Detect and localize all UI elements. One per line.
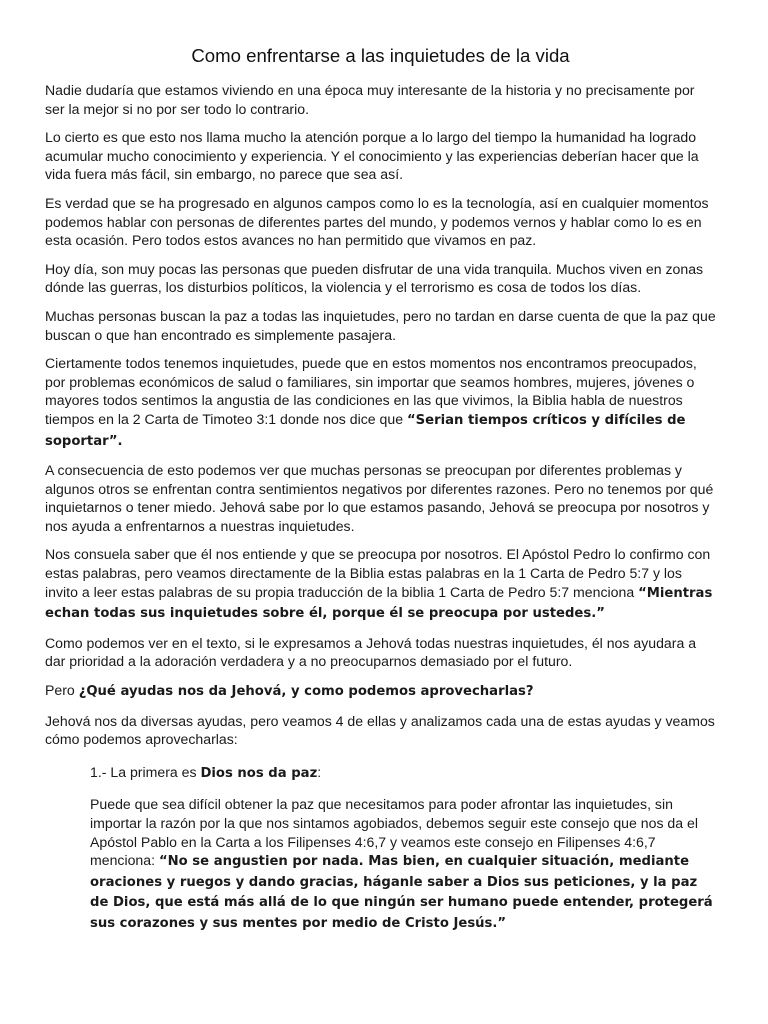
list-item-1: [90, 763, 716, 784]
paragraph-6: [45, 354, 716, 451]
paragraph-4: Hoy día, son muy pocas las personas que pueden disfrutar de una vida tranquila. Muchos viven en zonas dónde las guerras, los disturbios políticos, la violencia y el terrorismo es cosa de todos los días.: [45, 260, 704, 296]
paragraph-10: [45, 681, 716, 702]
paragraph-7: A consecuencia de esto podemos ver que muchas personas se preocupan por diferentes problemas y algunos otros se enfrentan contra sentimientos negativos por diferentes razones. Pero no tenemos por qué inquietarnos o tener miedo. Jehová sabe por lo que estamos pasando, Jehová se preocupa por nosotros y nos ayuda a enfrentarnos a nuestras inquietudes.: [45, 462, 714, 534]
list-item-1-prefix: 1.- La primera es: [90, 763, 201, 780]
bible-quote-filipenses: “No se angustien por nada. Mas bien, en cualquier situación, mediante oraciones y ruegos y dando gracias, háganle saber a Dios sus peticiones, y la paz de Dios, que está más allá de lo que ningún ser humano puede entender, protegerá sus corazones y sus mentes por medio de Cristo Jesús.”: [90, 854, 713, 931]
question-heading: ¿Qué ayudas nos da Jehová, y como podemos aprovecharlas?: [78, 684, 534, 700]
paragraph-3: Es verdad que se ha progresado en algunos campos como lo es la tecnología, así en cualquier momentos podemos hablar con personas de diferentes partes del mundo, y podemos vernos y hablar como lo es en esta ocasión. Pero todos estos avances no han permitido que vivamos en paz.: [45, 194, 709, 249]
bible-quote-timoteo: “Serian tiempos críticos y difíciles de soportar”.: [45, 412, 686, 449]
paragraph-12-text: Puede que sea difícil obtener la paz que necesitamos para poder afrontar las inquietudes, sin importar la razón por la que nos sintamos agobiados, debemos seguir este consejo que nos da el Apóstol Pablo en la Carta a los Filipenses 4:6,7 y veamos este consejo en Filipenses 4:6,7 menciona:: [90, 796, 698, 869]
list-item-1-title: Dios nos da paz: [200, 765, 318, 781]
paragraph-11: Jehová nos da diversas ayudas, pero veamos 4 de ellas y analizamos cada una de estas ayudas y veamos cómo podemos aprovecharlas:: [45, 712, 715, 748]
paragraph-12: [90, 795, 716, 933]
document-title: Como enfrentarse a las inquietudes de la vida: [191, 45, 570, 66]
paragraph-2: Lo cierto es que esto nos llama mucho la atención porque a lo largo del tiempo la humanidad ha logrado acumular mucho conocimiento y experiencia. Y el conocimiento y las experiencias deberían hacer que la vida fuera más fácil, sin embargo, no parece que sea así.: [45, 129, 699, 183]
paragraph-6-text: Ciertamente todos tenemos inquietudes, puede que en estos momentos nos encontramos preocupados, por problemas económicos de salud o familiares, sin importar que seamos hombres, mujeres, jóvenes o mayores todos sentimos la angustia de las condiciones en las que vivimos, la Biblia habla de nuestros tiempos en la 2 Carta de Timoteo 3:1 donde nos dice que: [45, 355, 697, 427]
paragraph-1: Nadie dudaría que estamos viviendo en una época muy interesante de la historia y no precisamente por ser la mejor si no por ser todo lo contrario.: [45, 82, 695, 117]
bible-quote-pedro: “Mientras echan todas sus inquietudes sobre él, porque él se preocupa por ustedes.”: [45, 585, 713, 622]
paragraph-8: [45, 545, 716, 623]
paragraph-8-text: Nos consuela saber que él nos entiende y que se preocupa por nosotros. El Apóstol Pedro lo confirmo con estas palabras, pero veamos directamente de la Biblia estas palabras en la 1 Carta de Pedro 5:7 y los invito a leer estas palabras de su propia traducción de la biblia 1 Carta de Pedro 5:7 menciona: [45, 546, 711, 600]
paragraph-5: Muchas personas buscan la paz a todas las inquietudes, pero no tardan en darse cuenta de que la paz que buscan o que han encontrado es simplemente pasajera.: [45, 307, 716, 343]
list-item-1-suffix: :: [317, 763, 322, 780]
paragraph-10-text: Pero: [45, 682, 79, 699]
paragraph-9: Como podemos ver en el texto, si le expresamos a Jehová todas nuestras inquietudes, él nos ayudara a dar prioridad a la adoración verdadera y a no preocuparnos demasiado por el futuro.: [45, 634, 697, 670]
